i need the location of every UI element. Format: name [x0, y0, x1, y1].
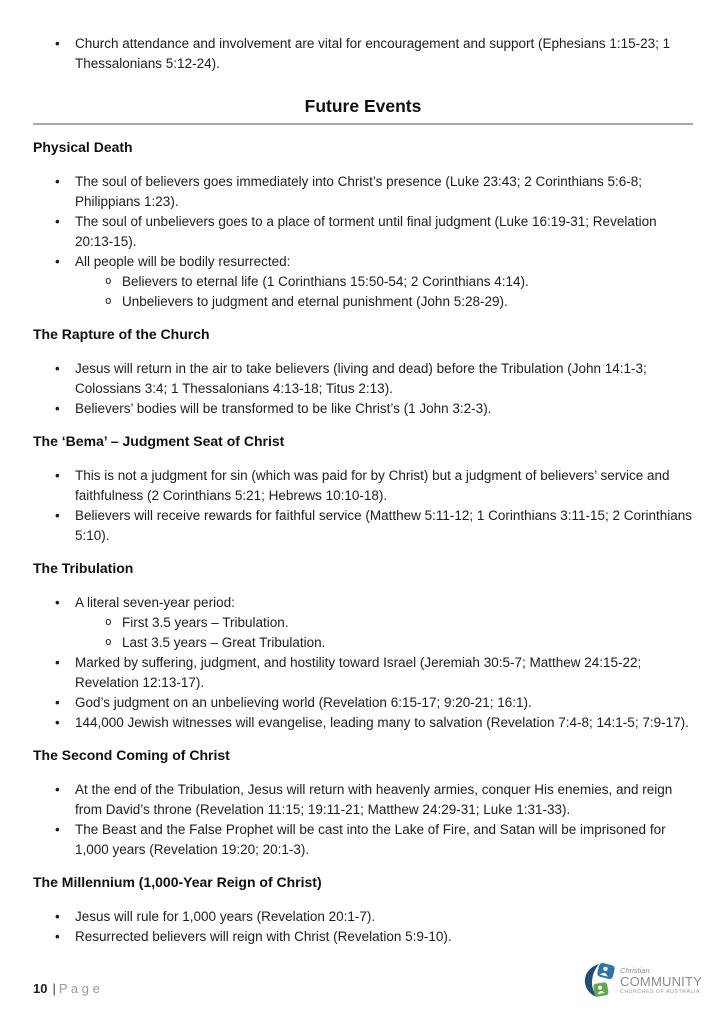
section-bema [33, 431, 693, 546]
bullet-text: All people will be bodily resurrected: [75, 254, 291, 269]
bullet-text: Unbelievers to judgment and eternal punishment (John 5:28-29). [122, 294, 508, 309]
list-item [33, 172, 693, 212]
list-item [33, 780, 693, 820]
sub-list-item [75, 633, 693, 653]
bullet-text: Church attendance and involvement are vital for encouragement and support (Ephesians 1:15-23; 1 Thessalonians 5:12-24). [75, 36, 671, 71]
ccca-logo [583, 962, 702, 1000]
intro-bullet-list [33, 34, 693, 74]
section-heading: Physical Death [33, 139, 133, 155]
bullet-text: Jesus will rule for 1,000 years (Revelation 20:1-7). [75, 909, 376, 924]
sub-list-item [75, 613, 693, 633]
page-number-separator: | [52, 981, 56, 996]
section-heading: The ‘Bema’ – Judgment Seat of Christ [33, 433, 285, 449]
bullet-text: Believers’ bodies will be transformed to be like Christ’s (1 John 3:2-3). [75, 401, 492, 416]
bullet-text: God’s judgment on an unbelieving world (Revelation 6:15-17; 9:20-21; 16:1). [75, 695, 532, 710]
bullet-text: Jesus will return in the air to take believers (living and dead) before the Tribulation (John 14:1-3; Colossians 3:4; 1 Thessalonians 4:13-18; Titus 2:13). [75, 361, 647, 396]
section-millennium [33, 872, 693, 947]
bullet-list [33, 172, 693, 312]
bullet-text: The Beast and the False Prophet will be cast into the Lake of Fire, and Satan will be imprisoned for 1,000 years (Revelation 19:20; 20:1-3). [75, 822, 666, 857]
section-second-coming [33, 745, 693, 860]
sub-list-item [75, 272, 693, 292]
bullet-text: 144,000 Jewish witnesses will evangelise, leading many to salvation (Revelation 7:4-8; 14:1-5; 7:9-17). [75, 715, 689, 730]
section-heading: The Rapture of the Church [33, 326, 210, 342]
bullet-text: This is not a judgment for sin (which was paid for by Christ) but a judgment of believers’ service and faithfulness (2 Corinthians 5:21; Hebrews 10:10-18). [75, 468, 670, 503]
page-title: Future Events [33, 94, 693, 125]
bullet-list [33, 466, 693, 546]
list-item [33, 593, 693, 653]
bullet-text: A literal seven-year period: [75, 595, 235, 610]
page-number: 10 [33, 981, 48, 996]
list-item [33, 399, 693, 419]
list-item [33, 252, 693, 312]
bullet-text: First 3.5 years – Tribulation. [122, 615, 289, 630]
list-item [33, 359, 693, 399]
list-item [33, 506, 693, 546]
bullet-list [33, 780, 693, 860]
list-item [33, 820, 693, 860]
logo-brand-top: Christian [620, 966, 650, 975]
bullet-text: Last 3.5 years – Great Tribulation. [122, 635, 326, 650]
bullet-text: Resurrected believers will reign with Christ (Revelation 5:9-10). [75, 929, 452, 944]
bullet-text: Marked by suffering, judgment, and hostility toward Israel (Jeremiah 30:5-7; Matthew 24:15-22; Revelation 12:13-17). [75, 655, 642, 690]
logo-person-tile-blue [597, 962, 616, 979]
list-item [33, 212, 693, 252]
bullet-text: At the end of the Tribulation, Jesus will return with heavenly armies, conquer His enemies, and reign from David’s throne (Revelation 11:15; 19:11-21; Matthew 24:29-31; Luke 1:31-33). [75, 782, 673, 817]
sub-list-item [75, 292, 693, 312]
bullet-text: The soul of unbelievers goes to a place of torment until final judgment (Luke 16:19-31; Revelation 20:13-15). [75, 214, 657, 249]
list-item [33, 927, 693, 947]
list-item [33, 907, 693, 927]
section-tribulation [33, 558, 693, 733]
section-heading: The Second Coming of Christ [33, 747, 230, 763]
logo-brand-main: COMMUNITY [620, 974, 702, 989]
bullet-list [33, 593, 693, 733]
bullet-list [33, 359, 693, 419]
section-rapture [33, 324, 693, 419]
bullet-list [33, 907, 693, 947]
logo-person-tile-green [593, 982, 609, 997]
list-item [33, 466, 693, 506]
logo-text [620, 962, 702, 996]
section-heading: The Millennium (1,000-Year Reign of Christ) [33, 874, 322, 890]
sub-bullet-list [75, 272, 693, 312]
page-number-footer [33, 979, 100, 999]
bullet-text: Believers will receive rewards for faithful service (Matthew 5:11-12; 1 Corinthians 3:11-15; 2 Corinthians 5:10). [75, 508, 693, 543]
bullet-text: The soul of believers goes immediately into Christ’s presence (Luke 23:43; 2 Corinthians 5:6-8; Philippians 1:23). [75, 174, 643, 209]
list-item [33, 653, 693, 693]
page-word: P a g e [58, 981, 100, 996]
list-item [33, 693, 693, 713]
ccca-logo-icon [583, 962, 617, 1000]
sub-bullet-list [75, 613, 693, 653]
list-item [33, 34, 693, 74]
section-physical-death [33, 137, 693, 312]
section-heading: The Tribulation [33, 560, 134, 576]
logo-brand-sub: CHURCHES OF AUSTRALIA [620, 989, 700, 995]
bullet-text: Believers to eternal life (1 Corinthians 15:50-54; 2 Corinthians 4:14). [122, 274, 529, 289]
list-item [33, 713, 693, 733]
